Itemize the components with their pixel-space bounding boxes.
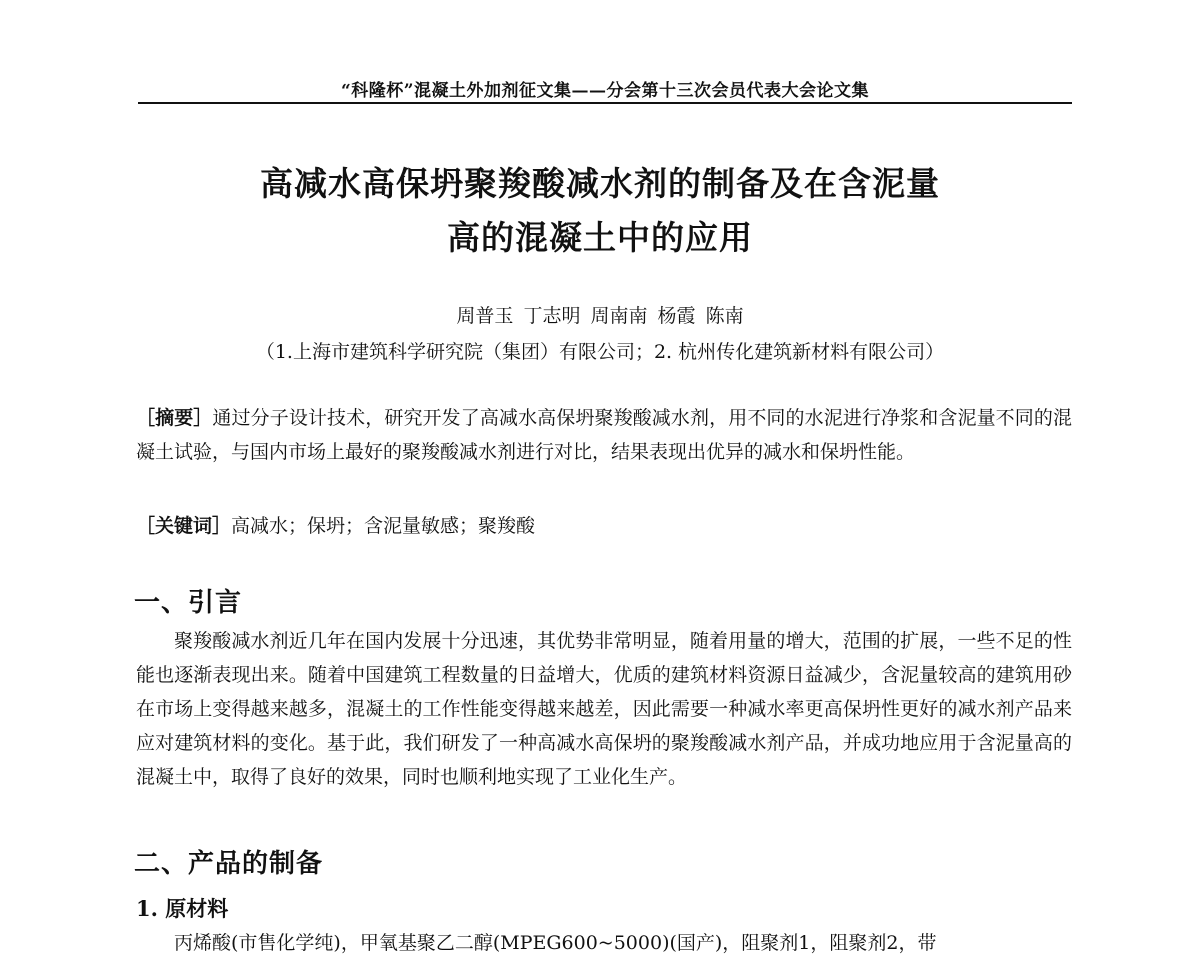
- raw-materials-paragraph: 丙烯酸(市售化学纯)，甲氧基聚乙二醇(MPEG600~5000)(国产)，阻聚剂1，阻聚剂2，带: [174, 932, 937, 954]
- paper-title-line-1: 高减水高保坍聚羧酸减水剂的制备及在含泥量: [260, 164, 940, 203]
- running-header: “科隆杯”混凝土外加剂征文集——分会第十三次会员代表大会论文集: [340, 81, 870, 101]
- section-heading-product-preparation: 二、产品的制备: [134, 849, 324, 879]
- header-rule: [138, 102, 1072, 104]
- abstract-label: ［摘要］: [136, 407, 213, 429]
- abstract-text: 通过分子设计技术，研究开发了高减水高保坍聚羧酸减水剂，用不同的水泥进行净浆和含泥量不同的混凝土试验，与国内市场上最好的聚羧酸减水剂进行对比，结果表现出优异的减水和保坍性能。: [136, 407, 1072, 463]
- introduction-paragraph: 聚羧酸减水剂近几年在国内发展十分迅速，其优势非常明显，随着用量的增大，范围的扩展，一些不足的性能也逐渐表现出来。随着中国建筑工程数量的日益增大，优质的建筑材料资源日益减少，含泥量较高的建筑用砂在市场上变得越来越多，混凝土的工作性能变得越来越差，因此需要一种减水率更高保坍性更好的减水剂产品来应对建筑材料的变化。基于此，我们研发了一种高减水高保坍的聚羧酸减水剂产品，并成功地应用于含泥量高的混凝土中，取得了良好的效果，同时也顺利地实现了工业化生产。: [136, 630, 1072, 788]
- section-heading-introduction: 一、引言: [134, 588, 243, 618]
- keywords-label: ［关键词］: [136, 515, 232, 537]
- keywords: [136, 509, 1072, 543]
- author-list: 周普玉 丁志明 周南南 杨霞 陈南: [456, 305, 744, 327]
- subheading-raw-materials: 1. 原材料: [136, 896, 229, 921]
- paper-title-line-2: 高的混凝土中的应用: [447, 218, 753, 257]
- keywords-text: 高减水；保坍；含泥量敏感；聚羧酸: [231, 515, 536, 537]
- affiliations: （1.上海市建筑科学研究院（集团）有限公司；2. 杭州传化建筑新材料有限公司）: [255, 341, 945, 363]
- abstract: [136, 401, 1072, 469]
